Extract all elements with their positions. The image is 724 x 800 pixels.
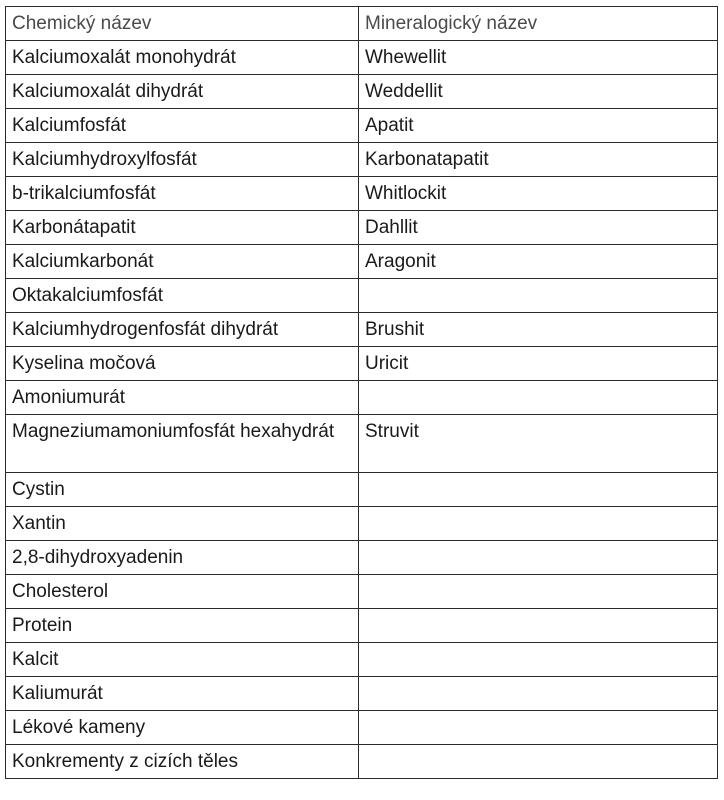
table-row [6,75,718,109]
table-row [6,41,718,75]
header-chemical-name: Chemický název [6,7,359,41]
mineral-name-cell [359,643,718,677]
mineral-name-cell [359,745,718,779]
chemical-name-cell: Kalciumoxalát dihydrát [6,75,359,109]
chemical-name-cell: Kyselina močová [6,347,359,381]
mineral-name-cell: Struvit [359,415,718,473]
chemical-name-cell: Amoniumurát [6,381,359,415]
table-row [6,711,718,745]
chemical-name-cell: Cystin [6,473,359,507]
mineral-name-cell: Whewellit [359,41,718,75]
header-mineralogical-name: Mineralogický název [359,7,718,41]
chemical-name-cell: Oktakalciumfosfát [6,279,359,313]
table-row [6,745,718,779]
mineral-name-cell: Uricit [359,347,718,381]
table-row [6,677,718,711]
chemical-name-cell: Konkrementy z cizích těles [6,745,359,779]
chemical-name-cell: b-trikalciumfosfát [6,177,359,211]
stone-composition-table-wrapper [5,6,718,779]
mineral-name-cell: Karbonatapatit [359,143,718,177]
chemical-name-cell: Kalciumkarbonát [6,245,359,279]
mineral-name-cell [359,473,718,507]
mineral-name-cell [359,541,718,575]
chemical-name-cell: Kalciumhydroxylfosfát [6,143,359,177]
table-row [6,575,718,609]
chemical-name-cell: Magneziumamoniumfosfát hexahydrát [6,415,359,473]
table-row [6,507,718,541]
mineral-name-cell [359,279,718,313]
chemical-name-cell: Kalcit [6,643,359,677]
table-row [6,643,718,677]
table-row [6,109,718,143]
mineral-name-cell [359,677,718,711]
table-row [6,211,718,245]
mineral-name-cell [359,507,718,541]
chemical-name-cell: Xantin [6,507,359,541]
mineral-name-cell: Dahllit [359,211,718,245]
table-row [6,279,718,313]
mineral-name-cell [359,711,718,745]
chemical-name-cell: 2,8-dihydroxyadenin [6,541,359,575]
chemical-name-cell: Kalciumoxalát monohydrát [6,41,359,75]
chemical-name-cell: Kaliumurát [6,677,359,711]
chemical-name-cell: Protein [6,609,359,643]
mineral-name-cell: Weddellit [359,75,718,109]
table-row [6,381,718,415]
chemical-name-cell: Cholesterol [6,575,359,609]
stone-composition-table [5,6,718,779]
table-row [6,609,718,643]
table-row [6,177,718,211]
mineral-name-cell: Brushit [359,313,718,347]
chemical-name-cell: Kalciumfosfát [6,109,359,143]
table-row [6,541,718,575]
table-header-row [6,7,718,41]
mineral-name-cell [359,609,718,643]
mineral-name-cell [359,575,718,609]
chemical-name-cell: Lékové kameny [6,711,359,745]
mineral-name-cell: Whitlockit [359,177,718,211]
mineral-name-cell: Apatit [359,109,718,143]
mineral-name-cell: Aragonit [359,245,718,279]
table-row [6,245,718,279]
table-row [6,415,718,473]
table-row [6,143,718,177]
table-row [6,313,718,347]
table-row [6,473,718,507]
table-body [6,41,718,779]
chemical-name-cell: Kalciumhydrogenfosfát dihydrát [6,313,359,347]
mineral-name-cell [359,381,718,415]
chemical-name-cell: Karbonátapatit [6,211,359,245]
table-row [6,347,718,381]
